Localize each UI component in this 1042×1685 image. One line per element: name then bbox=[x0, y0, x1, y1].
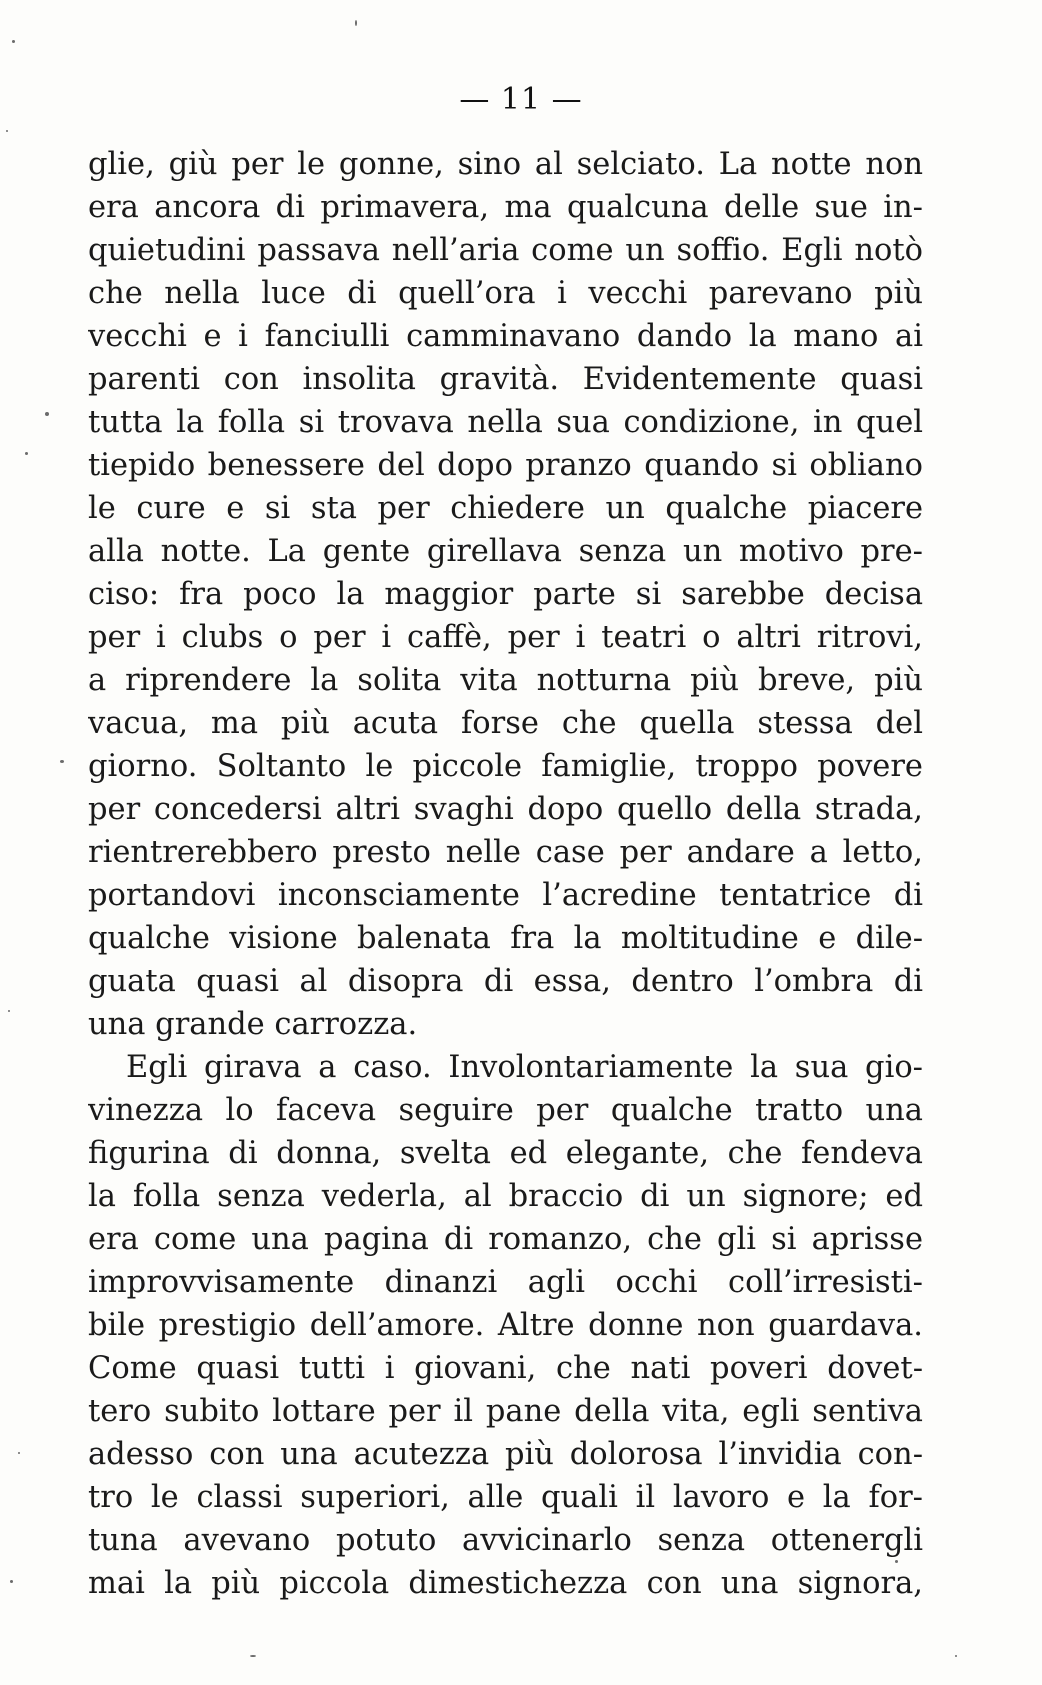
text-line: giorno. Soltanto le piccole famiglie, troppo povere bbox=[88, 749, 923, 784]
text-line: vinezza lo faceva seguire per qualche tratto una bbox=[88, 1093, 923, 1128]
text-line: tuna avevano potuto avvicinarlo senza ottenergli bbox=[88, 1523, 923, 1558]
text-line: improvvisamente dinanzi agli occhi coll’irresisti- bbox=[88, 1265, 923, 1300]
text-line: parenti con insolita gravità. Evidentemente quasi bbox=[88, 362, 923, 397]
ink-speck bbox=[8, 1010, 10, 1012]
text-line: per concedersi altri svaghi dopo quello della strada, bbox=[88, 792, 923, 827]
text-line: le cure e si sta per chiedere un qualche piacere bbox=[88, 491, 923, 526]
paragraph-start-line: Egli girava a caso. Involontariamente la sua gio- bbox=[126, 1050, 923, 1085]
text-line: adesso con una acutezza più dolorosa l’invidia con- bbox=[88, 1437, 923, 1472]
ink-speck bbox=[6, 130, 8, 132]
paragraph-end-line: una grande carrozza. bbox=[88, 1007, 418, 1042]
text-line: per i clubs o per i caffè, per i teatri o altri ritrovi, bbox=[88, 620, 923, 655]
text-line: figurina di donna, svelta ed elegante, che fendeva bbox=[88, 1136, 923, 1171]
ink-speck bbox=[250, 1655, 256, 1657]
ink-speck bbox=[45, 412, 49, 416]
text-line: vacua, ma più acuta forse che quella stessa del bbox=[88, 706, 923, 741]
text-line: che nella luce di quell’ora i vecchi parevano più bbox=[88, 276, 923, 311]
text-line: alla notte. La gente girellava senza un motivo pre- bbox=[88, 534, 923, 569]
body-text bbox=[88, 143, 923, 1605]
text-line: la folla senza vederla, al braccio di un signore; ed bbox=[88, 1179, 923, 1214]
page-number: — 11 — bbox=[459, 82, 583, 117]
text-line: era ancora di primavera, ma qualcuna delle sue in- bbox=[88, 190, 923, 225]
ink-speck bbox=[12, 40, 15, 43]
ink-speck bbox=[10, 1580, 13, 1583]
ink-speck bbox=[355, 20, 357, 26]
ink-speck bbox=[955, 1655, 957, 1657]
text-line: glie, giù per le gonne, sino al selciato. La notte non bbox=[88, 147, 923, 182]
ink-speck bbox=[60, 760, 64, 763]
text-line: Come quasi tutti i giovani, che nati poveri dovet- bbox=[88, 1351, 923, 1386]
ink-speck bbox=[18, 1452, 20, 1454]
text-line: tiepido benessere del dopo pranzo quando si obliano bbox=[88, 448, 923, 483]
text-line: a riprendere la solita vita notturna più breve, più bbox=[88, 663, 923, 698]
text-line: ciso: fra poco la maggior parte si sarebbe decisa bbox=[88, 577, 923, 612]
text-line: guata quasi al disopra di essa, dentro l’ombra di bbox=[88, 964, 923, 999]
text-line: tero subito lottare per il pane della vita, egli sentiva bbox=[88, 1394, 923, 1429]
text-line: vecchi e i fanciulli camminavano dando la mano ai bbox=[88, 319, 923, 354]
text-line: tro le classi superiori, alle quali il lavoro e la for- bbox=[88, 1480, 923, 1515]
text-line: quietudini passava nell’aria come un soffio. Egli notò bbox=[88, 233, 923, 268]
text-line: portandovi inconsciamente l’acredine tentatrice di bbox=[88, 878, 923, 913]
text-line: era come una pagina di romanzo, che gli si aprisse bbox=[88, 1222, 923, 1257]
text-line: qualche visione balenata fra la moltitudine e dile- bbox=[88, 921, 923, 956]
text-line: rientrerebbero presto nelle case per andare a letto, bbox=[88, 835, 923, 870]
text-line: bile prestigio dell’amore. Altre donne non guardava. bbox=[88, 1308, 923, 1343]
text-line: mai la più piccola dimestichezza con una signora, bbox=[88, 1566, 923, 1601]
ink-speck bbox=[25, 452, 28, 455]
text-line: tutta la folla si trovava nella sua condizione, in quel bbox=[88, 405, 923, 440]
